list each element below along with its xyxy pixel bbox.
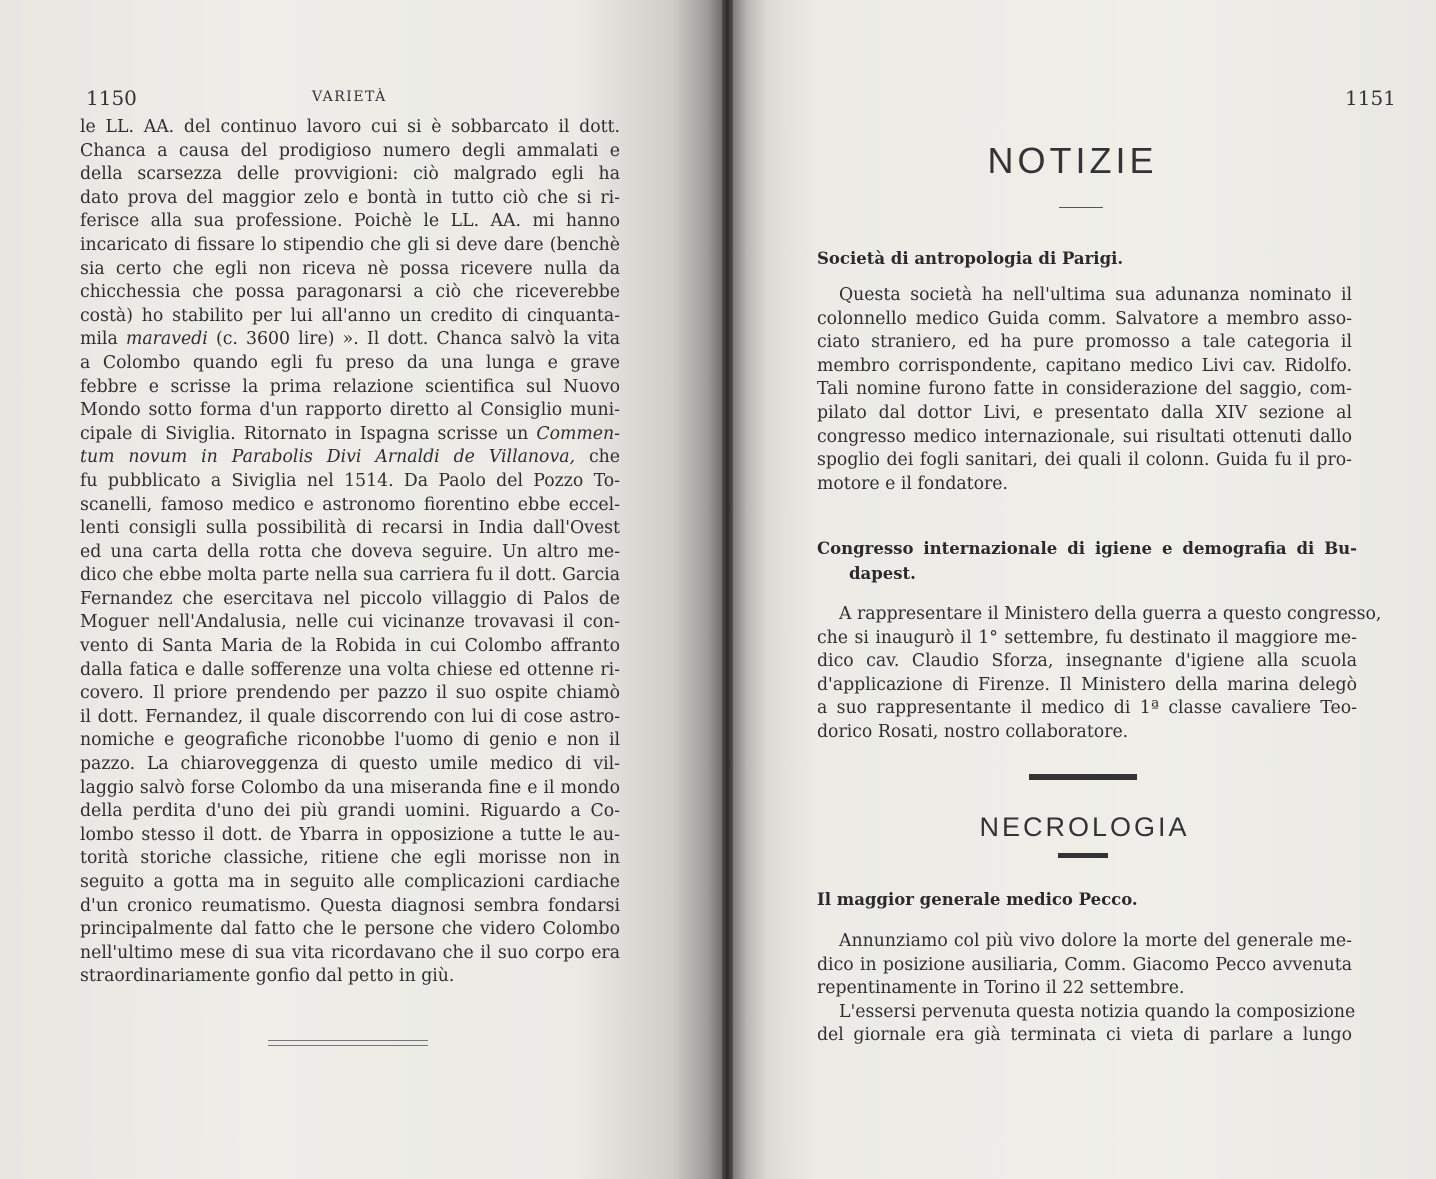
- text-line: Questa società ha nell'ultima sua adunanza nominato il: [839, 285, 1352, 305]
- section-heading-congresso: [817, 536, 1357, 586]
- italic-term: maravedi: [125, 329, 208, 350]
- end-double-rule: [268, 1040, 428, 1046]
- text-line: motore e il fondatore.: [817, 473, 1009, 494]
- title-rule: [1059, 207, 1103, 208]
- italic-title: tum novum in Parabolis Divi Arnaldi de Villanova,: [80, 447, 575, 468]
- book-gutter: [722, 0, 733, 1179]
- text-fragment: (c. 3600 lire) ». Il dott. Chanca salvò la vita: [215, 329, 621, 350]
- notizie-title: NOTIZIE: [987, 140, 1158, 181]
- text-line: a Colombo quando egli fu preso da una lunga e grave: [80, 352, 620, 373]
- text-line: della perdita d'uno dei più grandi uomini. Riguardo a Co-: [80, 801, 620, 822]
- text-line: lombo stesso il dott. de Ybarra in opposizione a tutte le au-: [80, 824, 620, 845]
- text-fragment: cipale di Siviglia. Ritornato in Ispagna scrisse un: [80, 423, 529, 444]
- text-line: nomiche e geografiche riconobbe l'uomo di genio e non il: [80, 730, 620, 751]
- thick-rule: [1029, 774, 1137, 780]
- heading-line: Congresso internazionale di igiene e demografia di Bu-: [817, 539, 1357, 558]
- text-line: dorico Rosati, nostro collaboratore.: [817, 721, 1129, 742]
- text-fragment: mila: [80, 329, 118, 350]
- text-line: L'essersi pervenuta questa notizia quando la composizione: [839, 1001, 1356, 1022]
- text-line: colonnello medico Guida comm. Salvatore a membro asso-: [817, 308, 1352, 329]
- section-heading-societa: Società di antropologia di Parigi.: [817, 249, 1124, 268]
- text-line: dico in posizione ausiliaria, Comm. Giacomo Pecco avvenuta: [817, 954, 1352, 975]
- text-line: lenti consigli sulla possibilità di recarsi in India dall'Ovest: [80, 518, 620, 539]
- text-line: dico che ebbe molta parte nella sua carriera fu il dott. Garcia: [80, 565, 620, 586]
- text-line: ed una carta della rotta che doveva seguire. Un altro me-: [80, 541, 620, 562]
- text-line: le LL. AA. del continuo lavoro cui si è sobbarcato il dott.: [80, 117, 620, 137]
- text-line: incaricato di fissare lo stipendio che gli si deve dare (benchè: [80, 234, 620, 255]
- text-line: del giornale era già terminata ci vieta di parlare a lungo: [817, 1025, 1352, 1046]
- text-line: laggio salvò forse Colombo da una miseranda fine e il mondo: [80, 777, 620, 798]
- text-line: febbre e scrisse la prima relazione scientifica sul Nuovo: [80, 376, 620, 397]
- right-page: [733, 0, 1436, 1179]
- text-line: membro corrispondente, capitano medico Livi cav. Ridolfo.: [817, 355, 1352, 376]
- text-line: straordinariamente gonfio dal petto in giù.: [80, 966, 455, 987]
- text-line: fu pubblicato a Siviglia nel 1514. Da Paolo del Pozzo To-: [80, 470, 620, 491]
- italic-title: Commen-: [536, 423, 620, 444]
- text-line: [80, 423, 620, 447]
- text-line: [80, 328, 620, 352]
- text-line: spoglio dei fogli sanitari, dei quali il colonn. Guida fu il pro-: [817, 450, 1352, 471]
- text-line: Chanca a causa del prodigioso numero degli ammalati e: [80, 140, 620, 161]
- text-line: repentinamente in Torino il 22 settembre.: [817, 978, 1185, 999]
- text-line: a suo rappresentante il medico di 1ª classe cavaliere Teo-: [817, 698, 1357, 719]
- text-line: d'un cronico reumatismo. Questa diagnosi sembra fondarsi: [80, 895, 620, 916]
- necrologia-title: NECROLOGIA: [979, 812, 1190, 842]
- section-heading-pecco: Il maggior generale medico Pecco.: [817, 890, 1138, 909]
- text-line: sia certo che egli non riceva nè possa ricevere nulla da: [80, 258, 620, 279]
- text-line: della scarsezza delle provvigioni: ciò malgrado egli ha: [80, 164, 620, 185]
- text-line: congresso medico internazionale, sui risultati ottenuti dallo: [817, 426, 1352, 447]
- text-line: dato prova del maggior zelo e bontà in tutto ciò che si ri-: [80, 187, 620, 208]
- page-number-left: 1150: [86, 86, 137, 110]
- text-line: ciato straniero, ed ha pure promosso a tale categoria il: [817, 332, 1352, 353]
- text-line: dalla fatica e dalle sofferenze una volta chiese ed ottenne ri-: [80, 659, 620, 680]
- text-line: [80, 446, 620, 470]
- text-line: vento di Santa Maria de la Robida in cui Colombo affranto: [80, 636, 620, 657]
- text-line: Moguer nell'Andalusia, nelle cui vicinanze trovavasi il con-: [80, 612, 620, 633]
- text-fragment: che: [588, 447, 620, 468]
- text-line: pazzo. La chiaroveggenza di questo umile medico di vil-: [80, 754, 620, 775]
- page-number-right: 1151: [1345, 86, 1396, 110]
- text-line: dico cav. Claudio Sforza, insegnante d'igiene alla scuola: [817, 651, 1357, 672]
- text-line: Fernandez che esercitava nel piccolo villaggio di Palos de: [80, 588, 620, 609]
- thick-rule-small: [1058, 853, 1108, 858]
- pecco-body: [817, 930, 1356, 1048]
- congresso-body: [817, 603, 1382, 745]
- left-page-body: [80, 116, 620, 989]
- text-line: scanelli, famoso medico e astronomo fiorentino ebbe eccel-: [80, 494, 620, 515]
- text-line: il dott. Fernandez, il quale discorrendo con lui di cose astro-: [80, 706, 620, 727]
- text-line: torità storiche classiche, ritiene che egli morisse non in: [80, 848, 620, 869]
- heading-line: dapest.: [849, 564, 916, 583]
- text-line: principalmente dal fatto che le persone che videro Colombo: [80, 919, 620, 940]
- text-line: costà) ho stabilito per lui all'anno un credito di cinquanta-: [80, 305, 620, 326]
- text-line: d'applicazione di Firenze. Il Ministero della marina delegò: [817, 674, 1357, 695]
- text-line: ferisce alla sua professione. Poichè le LL. AA. mi hanno: [80, 211, 620, 232]
- text-line: che si inaugurò il 1° settembre, fu destinato il maggiore me-: [817, 627, 1357, 648]
- text-line: nell'ultimo mese di sua vita ricordavano che il suo corpo era: [80, 942, 620, 963]
- text-line: chicchessia che possa paragonarsi a ciò che riceverebbe: [80, 282, 620, 303]
- text-line: seguito a gotta ma in seguito alle complicazioni cardiache: [80, 872, 620, 892]
- text-line: Tali nomine furono fatte in considerazione del saggio, com-: [817, 379, 1352, 400]
- text-line: A rappresentare il Ministero della guerra a questo congresso,: [839, 604, 1382, 624]
- text-line: Mondo sotto forma d'un rapporto diretto al Consiglio muni-: [80, 400, 620, 421]
- running-head: VARIETÀ: [312, 89, 387, 105]
- text-line: covero. Il priore prendendo per pazzo il suo ospite chiamò: [80, 683, 620, 704]
- societa-body: [817, 284, 1352, 496]
- text-line: Annunziamo col più vivo dolore la morte del generale me-: [839, 931, 1352, 951]
- text-line: pilato dal dottor Livi, e presentato dalla XIV sezione al: [817, 402, 1352, 423]
